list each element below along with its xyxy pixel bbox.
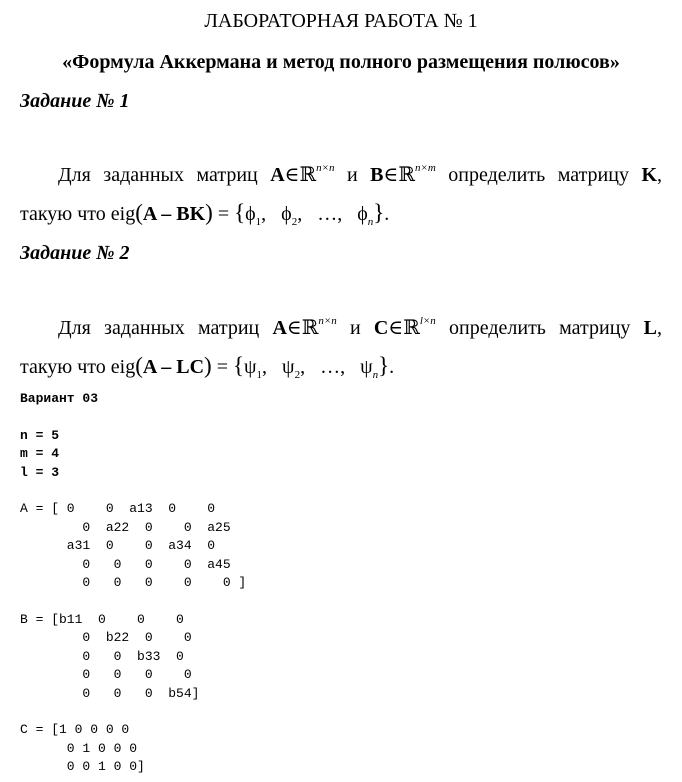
matrix-a-row: 0 a22 0 0 a25	[20, 519, 231, 535]
matrix-b-row: 0 0 0 0	[20, 667, 192, 683]
matrix-a-membership: A∈ℝ$^{n\times n}$	[272, 315, 337, 339]
lab-subtitle: «Формула Аккермана и метод полного размещения полюсов»	[62, 51, 620, 73]
matrix-c-row: C = [1 0 0 0 0	[20, 722, 130, 738]
task-2-line-1: Для заданных матриц A∈ℝ$^{n\times n}$ и C∈ℝ$^{l\times n}$ определить матрицу L,	[58, 315, 662, 339]
matrix-a-row: a31 0 0 a34 0	[20, 538, 216, 554]
eig-expression-1: $eig(A - BK) = \{\phi_1$, $\phi_2$, …, $\phi_n$}.	[110, 200, 390, 228]
lab-title: ЛАБОРАТОРНАЯ РАБОТА № 1	[204, 10, 478, 32]
matrix-b-row: 0 b22 0 0	[20, 630, 192, 646]
matrix-a-row: 0 0 0 0 a45	[20, 556, 231, 572]
param-l: l = 3	[20, 464, 60, 480]
eig-expression-2: $eig(A - LC) = \{\psi_1$, $\psi_2$, …, $\psi_n$}.	[110, 353, 395, 381]
matrix-b-row: 0 0 b33 0	[20, 648, 184, 664]
matrix-c-row: 0 0 1 0 0]	[20, 759, 145, 775]
task-1-line-1: Для заданных матриц A∈ℝ$^{n\times n}$ и B∈ℝ$^{n\times m}$ определить матрицу K,	[58, 162, 662, 186]
matrix-a-row: 0 0 0 0 0 ]	[20, 575, 247, 591]
matrix-a-row: A = [ 0 0 a13 0 0	[20, 501, 216, 517]
task-2-line-2: такую что $eig(A - LC) = \{\psi_1$, $\psi_2$, …, $\psi_n$}.	[20, 353, 395, 381]
variant-label: Вариант 03	[20, 391, 99, 406]
matrix-b-row: B = [b11 0 0 0	[20, 611, 184, 627]
code-block	[20, 390, 246, 777]
matrix-b-membership: B∈ℝ$^{n\times m}$	[370, 162, 436, 186]
matrix-a-membership: A∈ℝ$^{n\times n}$	[270, 162, 335, 186]
task-2-heading: Задание № 2	[20, 242, 130, 264]
matrix-k: K	[641, 164, 657, 186]
matrix-c-membership: C∈ℝ$^{l\times n}$	[373, 315, 436, 339]
param-m: m = 4	[20, 446, 60, 462]
matrix-c-row: 0 1 0 0 0	[20, 740, 138, 756]
matrix-b-row: 0 0 0 b54]	[20, 685, 200, 701]
matrix-l: L	[643, 317, 657, 339]
task-1-line-2: такую что $eig(A - BK) = \{\phi_1$, $\phi_2$, …, $\phi_n$}.	[20, 200, 390, 228]
task-1-heading: Задание № 1	[20, 90, 130, 112]
param-n: n = 5	[20, 427, 60, 443]
